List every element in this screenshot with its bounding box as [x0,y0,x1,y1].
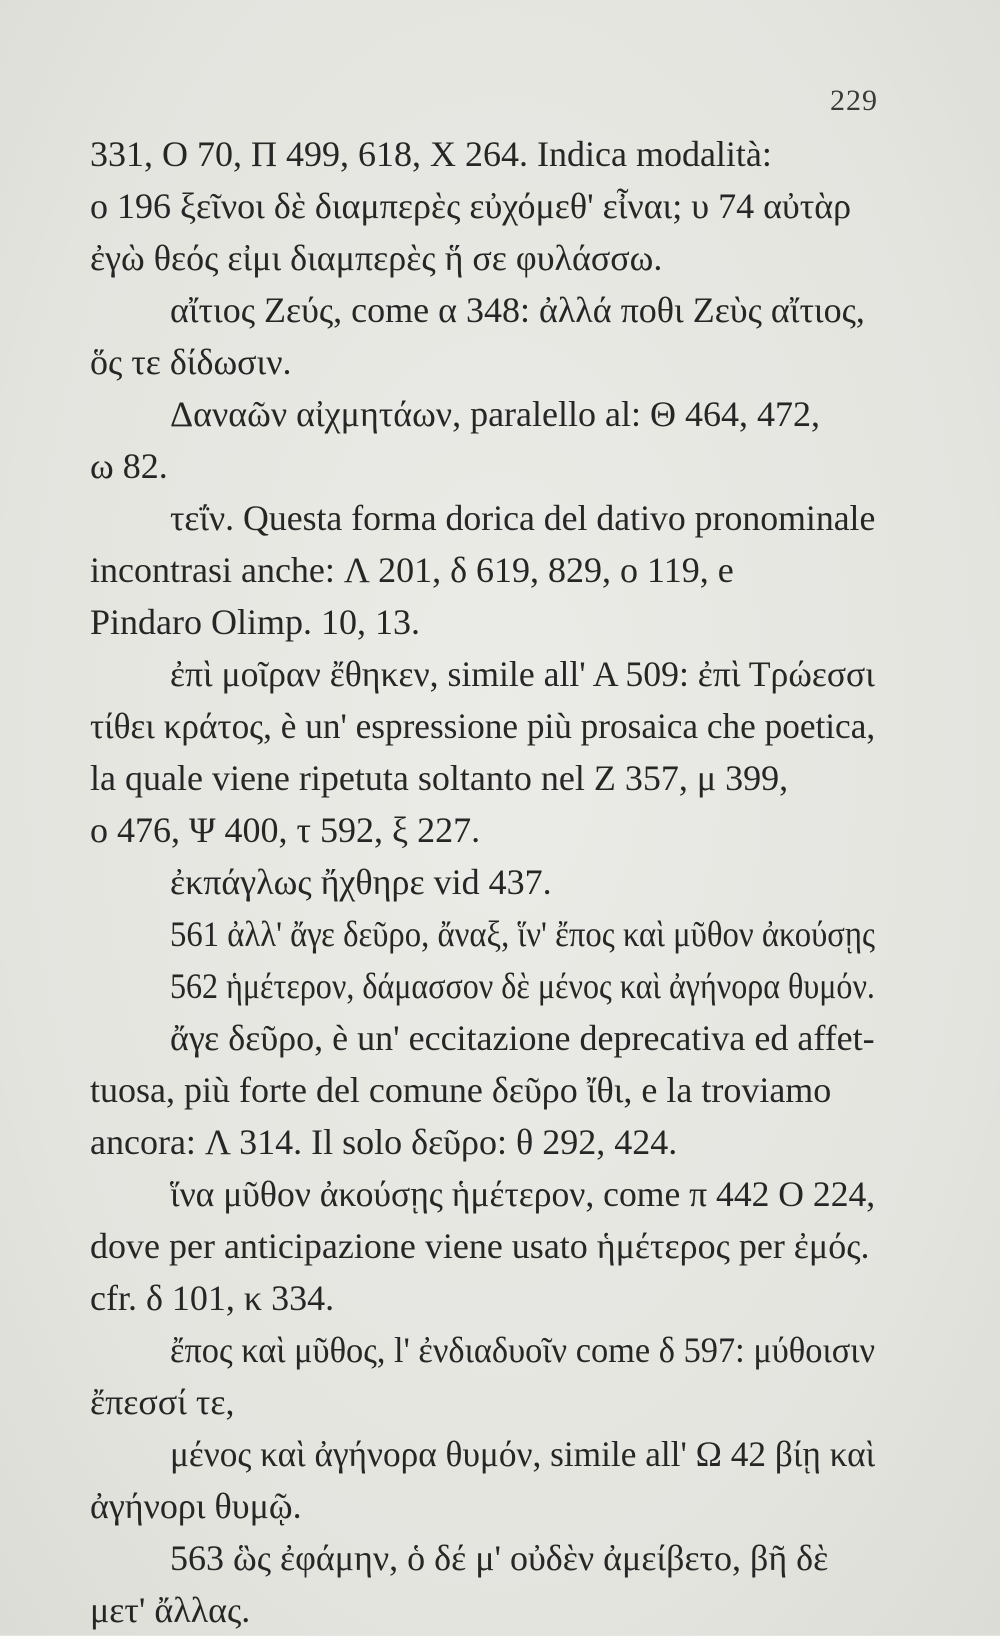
commentary-text [90,128,875,1636]
text-line: la quale viene ripetuta soltanto nel Z 357, μ 399, [90,758,789,798]
text-line: ἄγε δεῦρο, è un' eccitazione deprecativa ed affet- [170,1018,875,1058]
text-line: tuosa, più forte del comune δεῦρο ἴθι, e la troviamo [90,1070,832,1110]
text-line: ω 82. [90,446,168,486]
text-line: μένος καὶ ἀγήνορα θυμόν, simile all' Ω 42 βίῃ καὶ [170,1434,876,1474]
text-line: Δαναῶν αἰχμητάων, paralello al: Θ 464, 472, [170,394,820,434]
page-number: 229 [830,84,878,117]
verse-line-563: 563 ὣς ἐφάμην, ὁ δέ μ' οὐδὲν ἀμείβετο, βῆ δὲ [170,1538,829,1578]
text-line: ο 476, Ψ 400, τ 592, ξ 227. [90,810,481,850]
verse-line-561: 561 ἀλλ' ἄγε δεῦρο, ἄναξ, ἵν' ἔπος καὶ μῦθον ἀκούσῃς [170,914,875,954]
text-line: ἵνα μῦθον ἀκούσῃς ἡμέτερον, come π 442 O 224, [170,1174,876,1214]
text-line: ἐπὶ μοῖραν ἔθηκεν, simile all' A 509: ἐπὶ Τρώεσσι [170,654,875,694]
text-line: ἀγήνορι θυμῷ. [90,1486,302,1526]
verse-line-562: 562 ἡμέτερον, δάμασσον δὲ μένος καὶ ἀγήνορα θυμόν. [170,966,875,1006]
text-line: incontrasi anche: Λ 201, δ 619, 829, ο 119, e [90,550,734,590]
text-line: ὅς τε δίδωσιν. [90,342,292,382]
text-line: ancora: Λ 314. Il solo δεῦρο: θ 292, 424. [90,1122,678,1162]
text-line: τίθει κράτος, è un' espressione più prosaica che poetica, [90,706,876,746]
text-line: ἐκπάγλως ἤχθηρε vid 437. [170,862,552,902]
text-line: Pindaro Olimp. 10, 13. [90,602,420,642]
text-line: αἴτιος Ζεύς, come α 348: ἀλλά ποθι Ζεὺς αἴτιος, [170,290,865,330]
text-line: 331, O 70, Π 499, 618, X 264. Indica modalità: [90,134,772,174]
text-line: μετ' ἄλλας. [90,1590,251,1630]
text-line: τεΐν. Questa forma dorica del dativo pronominale [170,498,876,538]
text-line: cfr. δ 101, κ 334. [90,1278,335,1318]
text-line: dove per anticipazione viene usato ἡμέτερος per ἐμός. [90,1226,870,1266]
text-line: ἐγὼ θεός εἰμι διαμπερὲς ἥ σε φυλάσσω. [90,238,663,278]
text-line: ο 196 ξεῖνοι δὲ διαμπερὲς εὐχόμεθ' εἶναι; υ 74 αὐτὰρ [90,186,852,226]
text-line: ἔπεσσί τε, [90,1382,235,1422]
text-line: ἔπος καὶ μῦθος, l' ἐνδιαδυοῖν come δ 597: μύθοισιν [170,1330,876,1370]
